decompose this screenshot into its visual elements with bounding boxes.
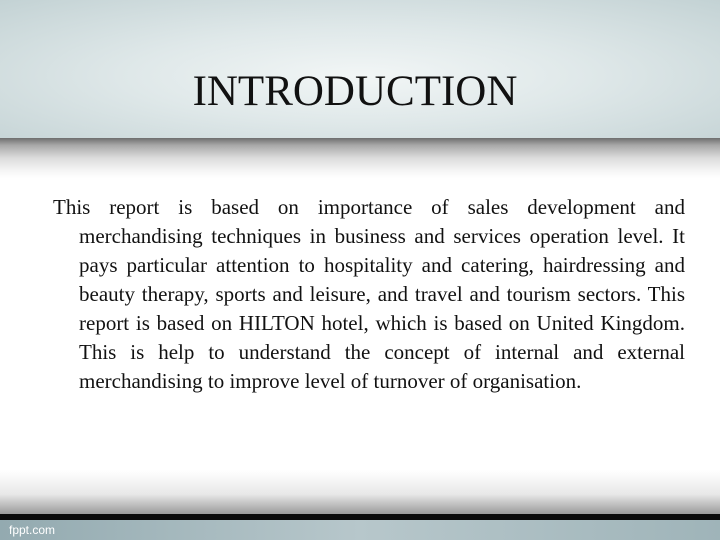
bottom-shadow — [0, 470, 720, 514]
slide-title: INTRODUCTION — [192, 68, 518, 115]
footer-band — [0, 520, 720, 540]
title-divider-shadow — [0, 138, 720, 178]
slide-body-text: This report is based on importance of sales development and merchandising techniques in business and services operation level. It pays particular attention to hospitality and catering, hairdressing and beauty therapy, sports and leisure, and travel and tourism sectors. This report is based on HILTON hotel, which is based on United Kingdom. This is help to understand the concept of internal and external merchandising to improve level of turnover of organisation. — [53, 195, 685, 393]
footer-watermark: fppt.com — [9, 523, 56, 537]
